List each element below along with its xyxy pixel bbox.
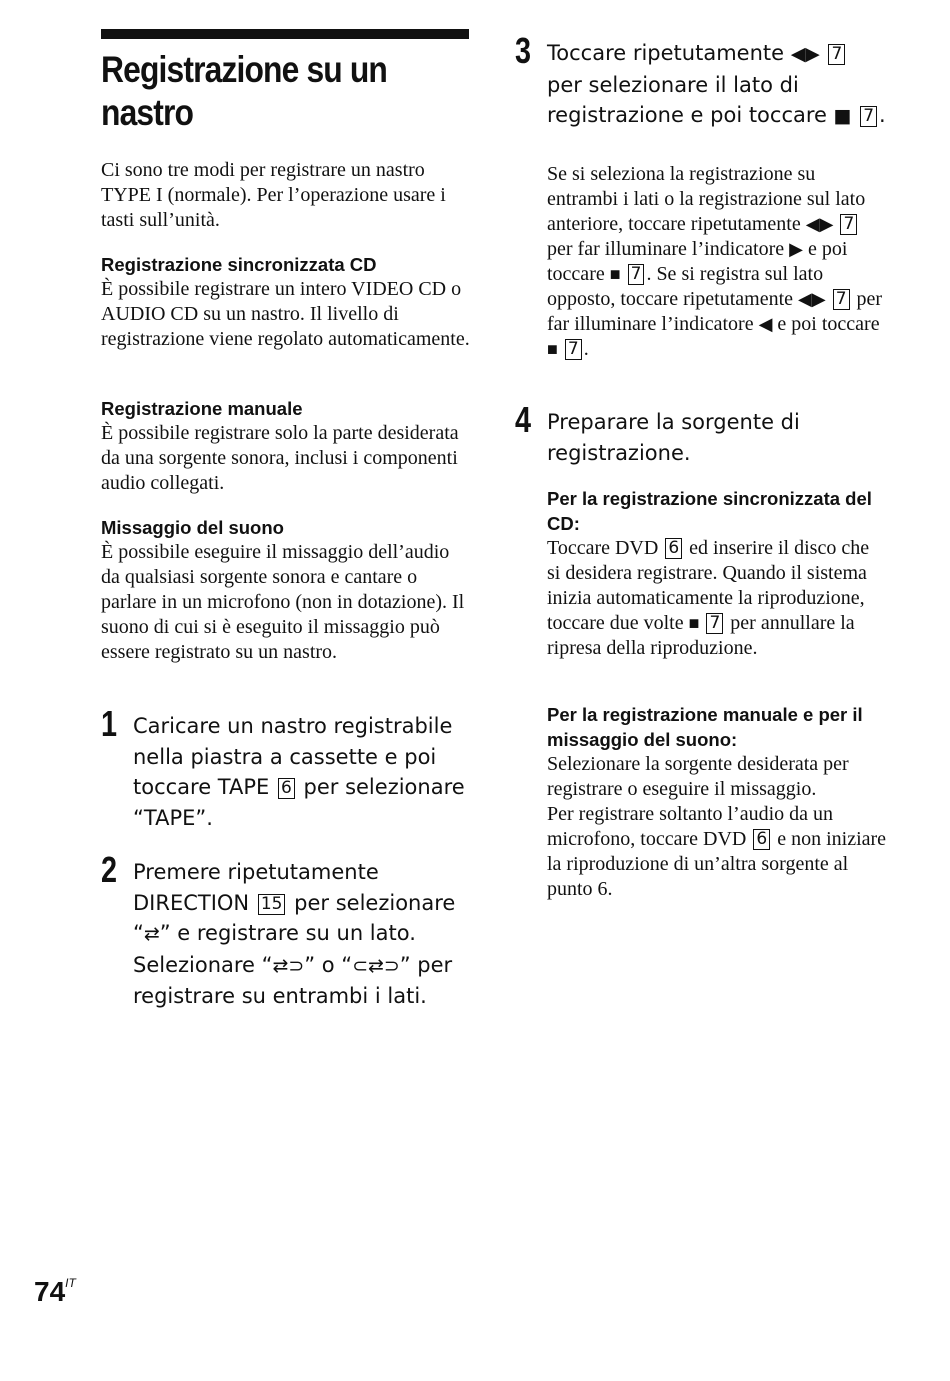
key-number-box: 6 xyxy=(278,778,295,799)
page-title: Registrazione su un nastro xyxy=(101,49,388,133)
section-mixing xyxy=(101,515,471,665)
key-number-box: 15 xyxy=(258,894,286,915)
step-text: Toccare ripetutamente ◀▶ 7 per selezionare il lato di registrazione e poi toccare ■ 7 . xyxy=(547,38,887,132)
direction-arrows-icon: ◀▶ xyxy=(798,289,826,309)
step-4-sync-cd xyxy=(547,486,887,661)
page-language: IT xyxy=(65,1276,76,1290)
section-body: È possibile registrare solo la parte desiderata da una sorgente sonora, inclusi i componenti audio collegati. xyxy=(101,422,459,494)
direction-one-side-icon: ⇄ xyxy=(143,923,160,945)
step-number: 1 xyxy=(101,703,118,744)
section-body: Toccare DVD 6 ed inserire il disco che si desidera registrare. Quando il sistema inizia automaticamente la riproduzione, toccare due volte ■ 7 per annullare la ripresa della riproduzione. xyxy=(547,537,870,659)
reverse-arrow-icon: ◀ xyxy=(758,314,773,334)
section-manual xyxy=(101,396,471,496)
title-rule xyxy=(101,29,469,39)
section-body: Per registrare soltanto l’audio da un microfono, toccare DVD 6 e non iniziare la riproduzione di un’altra sorgente al punto 6. xyxy=(547,803,887,900)
step-text: Caricare un nastro registrabile nella piastra a cassette e poi toccare TAPE 6 per selezionare “TAPE”. xyxy=(133,714,465,830)
section-heading: Per la registrazione manuale e per il missaggio del suono: xyxy=(547,704,863,750)
intro-paragraph: Ci sono tre modi per registrare un nastro TYPE I (normale). Per l’operazione usare i tasti sull’unità. xyxy=(101,159,446,231)
key-number-box: 7 xyxy=(706,613,723,634)
step-number: 4 xyxy=(515,399,532,440)
direction-arrows-icon: ◀▶ xyxy=(805,214,834,234)
section-heading: Missaggio del suono xyxy=(101,517,284,538)
section-heading: Registrazione sincronizzata CD xyxy=(101,254,377,275)
key-number-box: 7 xyxy=(860,106,877,127)
key-number-box: 7 xyxy=(628,264,645,285)
page-number: $74^{IT}$ xyxy=(34,1276,76,1307)
step-number: 3 xyxy=(515,30,532,71)
key-number-box: 6 xyxy=(665,538,682,559)
direction-arrows-icon: ◀▶ xyxy=(790,43,820,65)
stop-icon: ■ xyxy=(609,264,621,284)
stop-icon: ■ xyxy=(833,105,852,127)
section-body: È possibile eseguire il missaggio dell’audio da qualsiasi sorgente sonora e cantare o parlare in un microfono (non in dotazione). Il suono di cui si è eseguito il missaggio può essere registrato su un nastro. xyxy=(101,541,465,663)
direction-relay-icon: ⊂⇄⊃ xyxy=(352,954,400,977)
key-number-box: 7 xyxy=(828,44,845,65)
key-number-box: 7 xyxy=(833,289,850,310)
section-sync-cd xyxy=(101,252,471,352)
key-number-box: 6 xyxy=(753,829,770,850)
key-number-box: 7 xyxy=(565,339,582,360)
forward-arrow-icon: ▶ xyxy=(789,239,803,259)
direction-both-sides-icon: ⇄⊃ xyxy=(272,954,305,977)
section-heading: Per la registrazione sincronizzata del CD: xyxy=(547,488,872,534)
step-4-manual-mixing xyxy=(547,702,887,902)
step-3-note: Se si seleziona la registrazione su entrambi i lati o la registrazione sul lato anteriore, toccare ripetutamente ◀▶ 7 per far illuminare l’indicatore ▶ e poi toccare ■ 7 . Se si registra sul lato opposto, toccare ripetutamente ◀▶ 7 per far illuminare l’indicatore ◀ e poi toccare ■ 7 . xyxy=(547,163,883,360)
section-body: È possibile registrare un intero VIDEO CD o AUDIO CD su un nastro. Il livello di registrazione viene regolato automaticamente. xyxy=(101,278,470,350)
section-body: Selezionare la sorgente desiderata per registrare o eseguire il missaggio. xyxy=(547,753,849,800)
step-text: Premere ripetutamente DIRECTION 15 per selezionare “⇄” e registrare su un lato. Selezionare “⇄⊃” o “⊂⇄⊃” per registrare su entrambi i lati. xyxy=(133,860,456,1008)
stop-icon: ■ xyxy=(547,339,558,359)
step-number: 2 xyxy=(101,849,118,890)
key-number-box: 7 xyxy=(840,214,857,235)
section-heading: Registrazione manuale xyxy=(101,398,303,419)
stop-icon: ■ xyxy=(688,613,700,633)
step-text: Preparare la sorgente di registrazione. xyxy=(547,410,800,465)
